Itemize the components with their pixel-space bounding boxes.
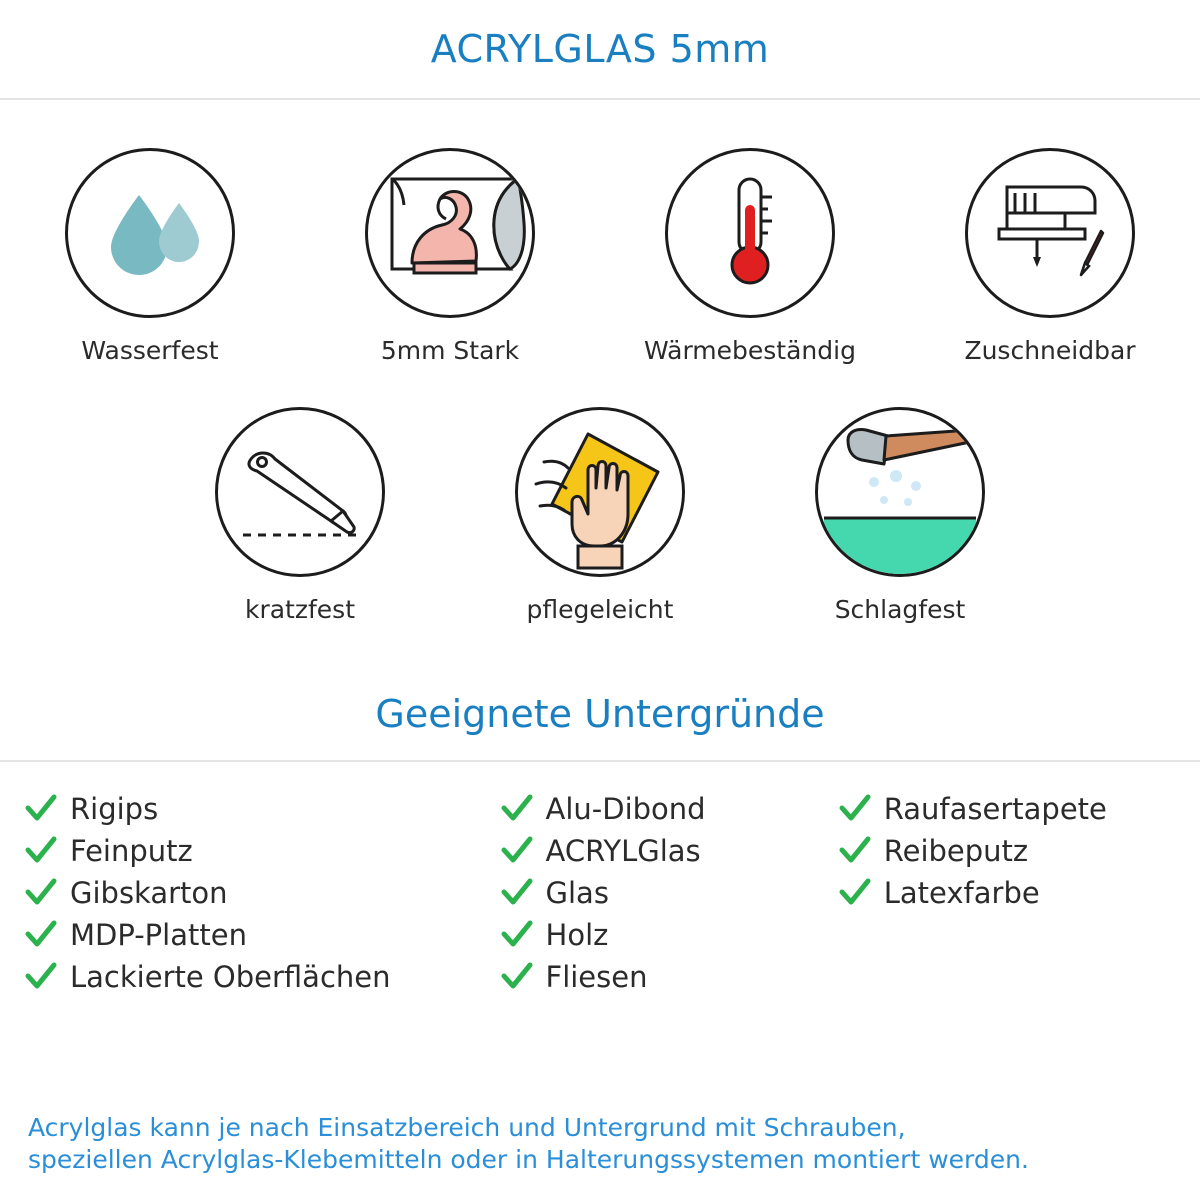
- page-header: [0, 0, 1200, 100]
- surfaces-column-1: [24, 788, 500, 998]
- check-icon: [500, 876, 534, 910]
- list-item-label: Fliesen: [545, 960, 648, 994]
- feature-label: Wasserfest: [81, 336, 219, 365]
- feature-icon-circle: [65, 148, 235, 318]
- list-item: [500, 872, 838, 914]
- feature-label: kratzfest: [244, 595, 355, 624]
- list-item: [500, 788, 838, 830]
- feature-zuschneidbar: [900, 148, 1200, 365]
- hammer-impact-icon: [818, 410, 982, 574]
- page-title: ACRYLGLAS 5mm: [430, 27, 770, 71]
- list-item-label: Feinputz: [70, 834, 193, 868]
- check-icon: [838, 876, 872, 910]
- footnote: [28, 1112, 1180, 1176]
- check-icon: [500, 792, 534, 826]
- check-icon: [500, 960, 534, 994]
- list-item: [500, 956, 838, 998]
- feature-row-2: [0, 407, 1200, 624]
- list-item-label: Gibskarton: [70, 876, 228, 910]
- check-icon: [24, 876, 58, 910]
- feature-row-1: [0, 148, 1200, 365]
- check-icon: [24, 834, 58, 868]
- feature-label: pflegeleicht: [526, 595, 674, 624]
- check-icon: [500, 834, 534, 868]
- feature-icon-circle: [965, 148, 1135, 318]
- surfaces-list: [0, 762, 1200, 998]
- list-item: [24, 830, 500, 872]
- feature-schlagfest: [750, 407, 1050, 624]
- feature-pflegeleicht: [450, 407, 750, 624]
- check-icon: [24, 960, 58, 994]
- feature-section: [0, 100, 1200, 624]
- feature-icon-circle: [365, 148, 535, 318]
- footnote-line-2: speziellen Acrylglas-Klebemitteln oder in Halterungssystemen montiert werden.: [28, 1145, 1029, 1174]
- list-item-label: Alu-Dibond: [545, 792, 706, 826]
- feature-label: Wärmebeständig: [644, 336, 856, 365]
- subtitle-title: Geeignete Untergründe: [375, 692, 825, 736]
- feature-5mm-stark: [300, 148, 600, 365]
- list-item-label: ACRYLGlas: [545, 834, 701, 868]
- list-item: [24, 956, 500, 998]
- thermometer-icon: [710, 173, 790, 293]
- check-icon: [838, 834, 872, 868]
- list-item-label: Glas: [545, 876, 609, 910]
- water-drops-icon: [95, 185, 205, 281]
- list-item: [838, 830, 1176, 872]
- feature-icon-circle: [215, 407, 385, 577]
- feature-icon-circle: [515, 407, 685, 577]
- list-item: [24, 872, 500, 914]
- check-icon: [24, 792, 58, 826]
- list-item: [500, 914, 838, 956]
- list-item-label: MDP-Platten: [70, 918, 247, 952]
- subtitle-section: [0, 692, 1200, 762]
- knife-scratch-icon: [235, 437, 365, 547]
- list-item-label: Latexfarbe: [883, 876, 1040, 910]
- jigsaw-cutter-icon: [985, 173, 1115, 293]
- feature-icon-circle: [815, 407, 985, 577]
- list-item-label: Raufasertapete: [883, 792, 1107, 826]
- check-icon: [24, 918, 58, 952]
- check-icon: [838, 792, 872, 826]
- surfaces-column-2: [500, 788, 838, 998]
- feature-icon-circle: [665, 148, 835, 318]
- list-item: [500, 830, 838, 872]
- feature-label: Zuschneidbar: [964, 336, 1136, 365]
- list-item-label: Lackierte Oberflächen: [70, 960, 391, 994]
- strong-arm-icon: [368, 151, 532, 315]
- list-item-label: Holz: [545, 918, 609, 952]
- surfaces-column-3: [838, 788, 1176, 998]
- feature-label: 5mm Stark: [380, 336, 520, 365]
- feature-kratzfest: [150, 407, 450, 624]
- list-item-label: Rigips: [70, 792, 159, 826]
- footnote-line-1: Acrylglas kann je nach Einsatzbereich und Untergrund mit Schrauben,: [28, 1113, 906, 1142]
- feature-waermebestaendig: [600, 148, 900, 365]
- feature-label: Schlagfest: [834, 595, 966, 624]
- list-item: [838, 872, 1176, 914]
- feature-wasserfest: [0, 148, 300, 365]
- list-item: [838, 788, 1176, 830]
- cleaning-hand-cloth-icon: [518, 410, 682, 574]
- list-item-label: Reibeputz: [883, 834, 1029, 868]
- check-icon: [500, 918, 534, 952]
- list-item: [24, 914, 500, 956]
- list-item: [24, 788, 500, 830]
